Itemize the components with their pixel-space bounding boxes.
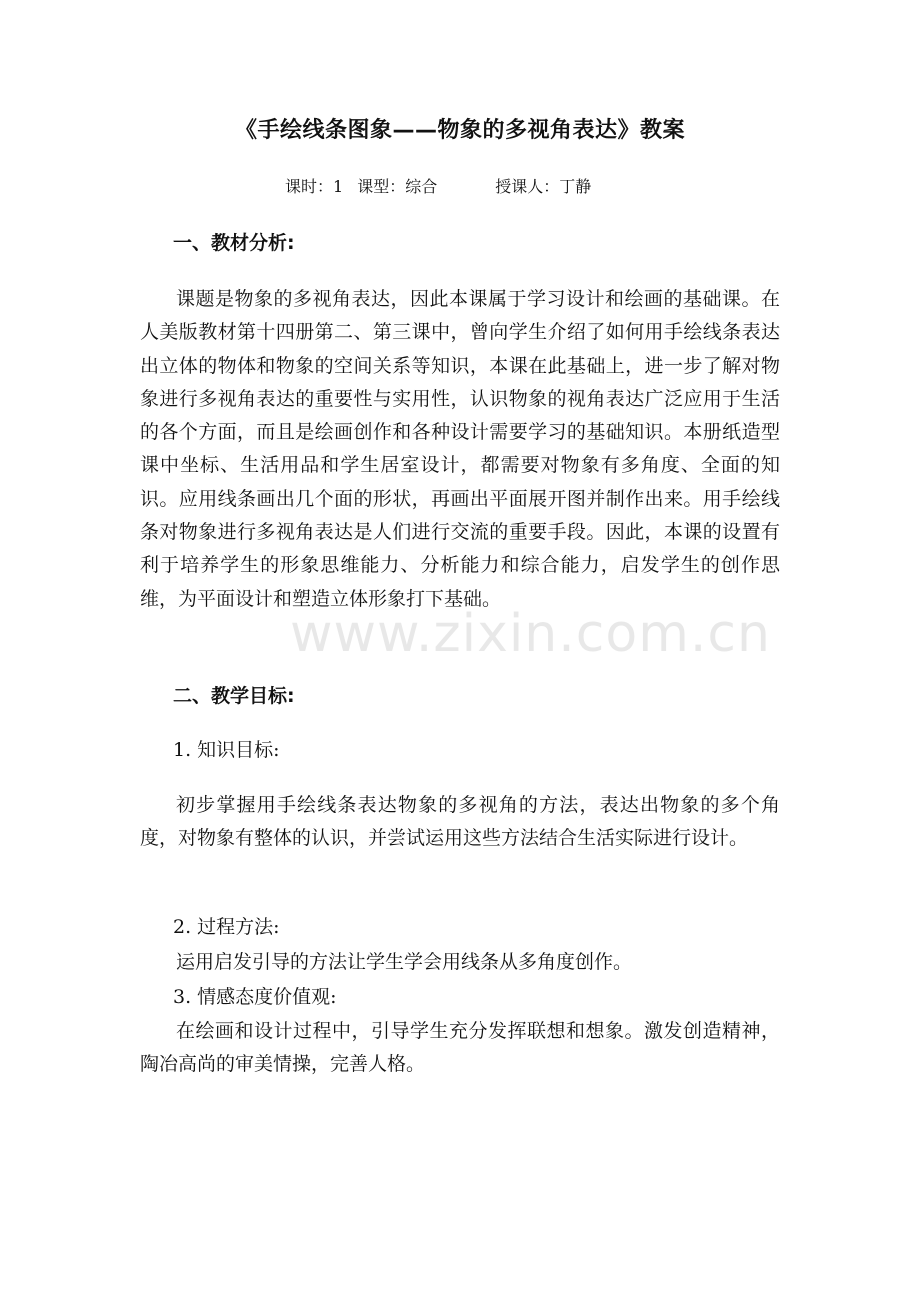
process-method-label: 2. 过程方法:	[173, 916, 280, 938]
lesson-type: 课型：综合	[357, 177, 438, 196]
knowledge-goal-label: 1. 知识目标:	[173, 739, 280, 761]
lesson-teacher: 授课人：丁静	[495, 177, 592, 196]
emotion-values-label: 3. 情感态度价值观:	[173, 986, 337, 1008]
knowledge-goal-text: 初步掌握用手绘线条表达物象的多视角的方法，表达出物象的多个角度，对物象有整体的认识，并尝试运用这些方法结合生活实际进行设计。	[140, 794, 780, 850]
section-heading-material-analysis: 一、教材分析:	[173, 232, 295, 254]
document-title: 《手绘线条图象——物象的多视角表达》教案	[234, 118, 685, 143]
material-analysis-paragraph: 课题是物象的多视角表达，因此本课属于学习设计和绘画的基础课。在人美版教材第十四册第二、第三课中，曾向学生介绍了如何用手绘线条表达出立体的物体和物象的空间关系等知识，本课在此基础上，进一步了解对物象进行多视角表达的重要性与实用性，认识物象的视角表达广泛应用于生活的各个方面，而且是绘画创作和各种设计需要学习的基础知识。本册纸造型课中坐标、生活用品和学生居室设计，都需要对物象有多角度、全面的知识。应用线条画出几个面的形状，再画出平面展开图并制作出来。用手绘线条对物象进行多视角表达是人们进行交流的重要手段。因此，本课的设置有利于培养学生的形象思维能力、分析能力和综合能力，启发学生的创作思维，为平面设计和塑造立体形象打下基础。	[140, 288, 780, 610]
lesson-meta	[285, 172, 591, 202]
section-heading-teaching-goals: 二、教学目标:	[173, 685, 295, 707]
watermark: www.zixin.com.cn	[290, 604, 771, 664]
emotion-values-text: 在绘画和设计过程中，引导学生充分发挥联想和想象。激发创造精神，陶冶高尚的审美情操，完善人格。	[140, 1020, 780, 1076]
process-method-text: 运用启发引导的方法让学生学会用线条从多角度创作。	[176, 951, 633, 973]
lesson-count: 课时：1	[285, 177, 344, 196]
